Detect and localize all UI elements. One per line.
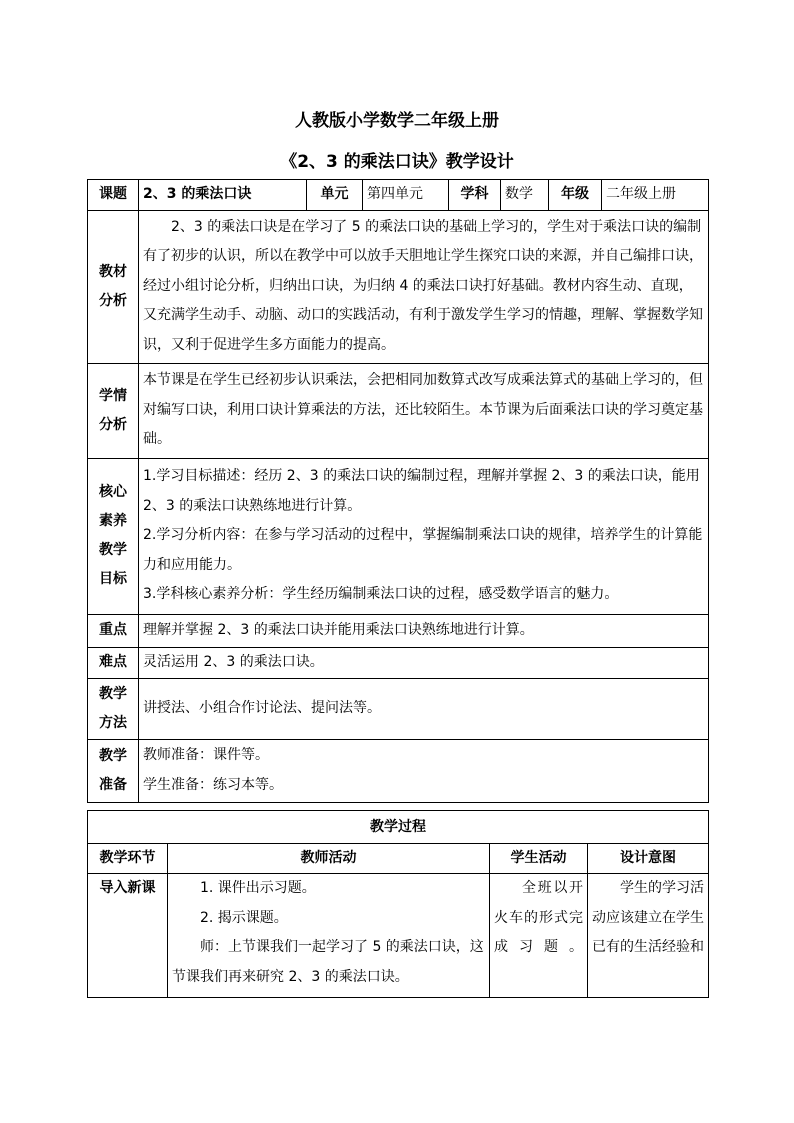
unit-label: 单元 [307, 180, 363, 211]
grade-value: 二年级上册 [602, 180, 709, 211]
learner-label-line2: 分析 [99, 416, 127, 433]
learner-analysis-text [139, 363, 709, 458]
teacher-prep: 教师准备：课件等。 [143, 747, 269, 763]
preparation-text [139, 739, 709, 802]
subject-label: 学科 [449, 180, 501, 211]
textbook-analysis-text [139, 210, 709, 363]
textbook-paragraph: 2、3 的乘法口诀是在学习了 5 的乘法口诀的基础上学习的，学生对于乘法口诀的编制有了初步的认识，所以在教学中可以放手天胆地让学生探究口诀的来源，并自己编排口诀，经过小组讨论分析，归纳出口诀，为归纳 4 的乘法口诀打好基础。教材内容生动、直现，又充满学生动手、动脑、动口的实践活动，有利于激发学生学习的情趣，理解、掌握数学知识，又利于促进学生多方面能力的提高。 [143, 218, 703, 353]
learner-analysis-label [88, 363, 139, 458]
teacher-activity-line-3: 师：上节课我们一起学习了 5 的乘法口诀，这节课我们再来研究 2、3 的乘法口诀。 [172, 939, 484, 985]
core-goals-text [139, 458, 709, 614]
teacher-activity-line-1: 1. 课件出示习题。 [200, 880, 316, 896]
table-row [88, 874, 709, 998]
design-intent-text: 学生的学习活动应该建立在学生已有的生活经验和 [592, 880, 704, 955]
methods-label-line1: 教学 [99, 685, 127, 702]
col-teacher-header: 教师活动 [168, 844, 490, 874]
methods-text: 讲授法、小组合作讨论法、提问法等。 [139, 678, 709, 739]
textbook-label-line2: 分析 [99, 292, 127, 309]
process-heading: 教学过程 [88, 811, 709, 844]
goals-label-line2: 素养 [99, 513, 127, 529]
methods-label-line2: 方法 [99, 714, 127, 731]
subject-value: 数学 [501, 180, 549, 211]
goals-label-line1: 核心 [99, 484, 127, 500]
topic-label: 课题 [88, 180, 139, 211]
prep-label-line1: 教学 [99, 747, 127, 764]
unit-value: 第四单元 [363, 180, 449, 211]
col-stage-header: 教学环节 [88, 844, 168, 874]
prep-label-line2: 准备 [99, 776, 127, 793]
design-intent-cell [588, 874, 709, 998]
core-goals-label [88, 458, 139, 614]
goals-label-line4: 目标 [99, 571, 127, 587]
difficulty-text: 灵活运用 2、3 的乘法口诀。 [139, 647, 709, 678]
student-activity-cell [490, 874, 588, 998]
goal-item-2: 2.学习分析内容：在参与学习活动的过程中，掌握编制乘法口诀的规律，培养学生的计算能力和应用能力。 [143, 527, 703, 573]
teacher-activity-cell [168, 874, 490, 998]
topic-value: 2、3 的乘法口诀 [139, 180, 307, 211]
grade-label: 年级 [549, 180, 602, 211]
stage-cell: 导入新课 [88, 874, 168, 998]
document-title: 人教版小学数学二年级上册 [295, 111, 499, 131]
learner-paragraph: 本节课是在学生已经初步认识乘法，会把相同加数算式改写成乘法算式的基础上学习的，但对编写口诀，利用口诀计算乘法的方法，还比较陌生。本节课为后面乘法口诀的学习奠定基础。 [143, 372, 703, 448]
lesson-info-table [87, 179, 709, 803]
teacher-activity-line-2: 2. 揭示课题。 [200, 909, 288, 926]
textbook-analysis-label [88, 210, 139, 363]
goal-item-1: 1.学习目标描述：经历 2、3 的乘法口诀的编制过程，理解并掌握 2、3 的乘法口诀，能用 2、3 的乘法口诀熟练地进行计算。 [143, 468, 700, 514]
student-prep: 学生准备：练习本等。 [143, 776, 283, 793]
col-student-header: 学生活动 [490, 844, 588, 874]
methods-label [88, 678, 139, 739]
key-point-text: 理解并掌握 2、3 的乘法口诀并能用乘法口诀熟练地进行计算。 [139, 614, 709, 647]
goal-item-3: 3.学科核心素养分析：学生经历编制乘法口诀的过程，感受数学语言的魅力。 [143, 586, 619, 603]
difficulty-label: 难点 [88, 647, 139, 678]
col-intent-header: 设计意图 [588, 844, 709, 874]
document-subtitle: 《2、3 的乘法口诀》教学设计 [280, 152, 514, 172]
learner-label-line1: 学情 [99, 387, 127, 404]
teaching-process-table [87, 810, 709, 998]
textbook-label-line1: 教材 [99, 263, 127, 280]
student-activity-text: 全班以开火车的形式完成习题。 [494, 880, 583, 955]
key-point-label: 重点 [88, 614, 139, 647]
goals-label-line3: 教学 [99, 542, 127, 558]
preparation-label [88, 739, 139, 802]
